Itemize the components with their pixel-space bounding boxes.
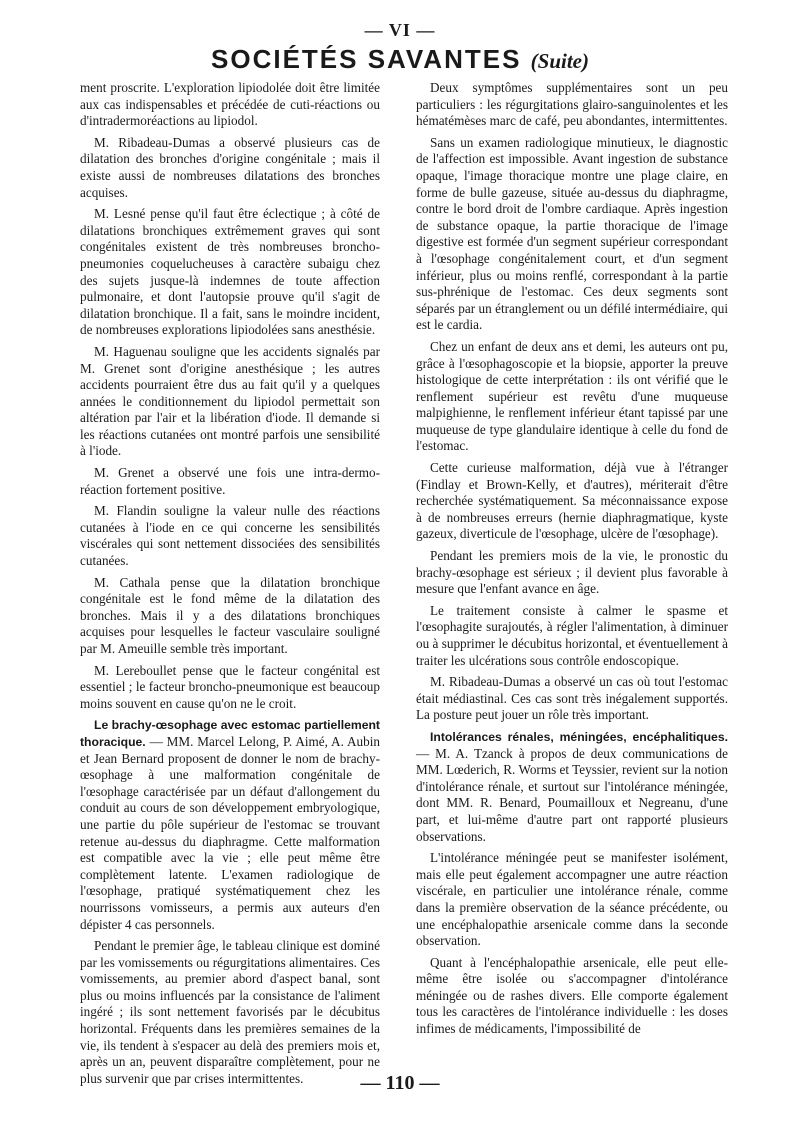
paragraph: Deux symptômes supplémentaires sont un peu particuliers : les régurgitations glairo-sanguinolentes et les hématémèses marc de café, peu abondantes, intermittentes. <box>416 80 728 129</box>
page-number: — 110 — <box>360 1072 440 1094</box>
section-paragraph <box>416 729 728 845</box>
paragraph: Sans un examen radiologique minutieux, le diagnostic de l'affection est impossible. Avant ingestion de substance opaque, l'image thoracique montre une plage claire, en forme de bulle gazeuse, située au-dessus du diaphragme, contre le bord droit de l'ombre cardiaque. Après ingestion de substance opaque, la partie thoracique de l'image digestive est formée d'un segment supérieur correspondant à l'œsophage congénitalement court, et d'un segment inférieur, plus ou moins renflé, correspondant à la partie sus-phrénique de l'estomac. Ces deux segments sont séparés par un étranglement ou un défilé intermédiaire, qui est le cardia. <box>416 134 728 333</box>
paragraph: Pendant les premiers mois de la vie, le pronostic du brachy-œsophage est sérieux ; il devient plus favorable à mesure que l'enfant avance en âge. <box>416 548 728 597</box>
paragraph-body: — M. A. Tzanck à propos de deux communications de MM. Lœderich, R. Worms et Teyssier, revient sur la notion d'intolérance rénale, et surtout sur l'intolérance méningée, dont MM. R. Benard, Poumailloux et Negreanu, d'une part, et lui-même d'autre part ont rapporté plusieurs observations. <box>416 745 728 844</box>
left-column <box>80 80 380 1092</box>
section-title-suite: (Suite) <box>530 49 589 73</box>
paragraph: Le traitement consiste à calmer le spasme et l'œsophagite surajoutés, à régler l'alimentation, à diminuer ou à supprimer le décubitus horizontal, et éventuellement à traiter les ulcérations sous contrôle endoscopique. <box>416 602 728 668</box>
paragraph: M. Ribadeau-Dumas a observé un cas où tout l'estomac était médiastinal. Ces cas sont très inégalement supportés. La posture peut jouer un rôle très important. <box>416 674 728 723</box>
paragraph: M. Grenet a observé une fois une intra-dermo-réaction fortement positive. <box>80 465 380 497</box>
section-title-main: SOCIÉTÉS SAVANTES <box>211 44 522 74</box>
paragraph: M. Ribadeau-Dumas a observé plusieurs cas de dilatation des bronches d'origine congénitale ; mais il existe aussi de nombreuses dilatations des bronches acquises. <box>80 134 380 200</box>
paragraph: Cette curieuse malformation, déjà vue à l'étranger (Findlay et Brown-Kelly, et d'autres), mériterait d'être recherchée systématiquement. Sa méconnaissance expose à de nombreuses erreurs (hernie diaphragmatique, kyste gazeux, diverticule de l'œsophage, ulcère de l'œsophage). <box>416 460 728 542</box>
paragraph: Chez un enfant de deux ans et demi, les auteurs ont pu, grâce à l'œsophagoscopie et la biopsie, apporter la preuve histologique de cette interprétation : ils ont vérifié que le renflement supérieur est revêtu d'une muqueuse malpighienne, le renflement inférieur étant tapissé par une muqueuse de type glandulaire identique à celle du fond de l'estomac. <box>416 338 728 454</box>
section-paragraph <box>80 717 380 933</box>
paragraph: M. Flandin souligne la valeur nulle des réactions cutanées à l'iode en ce qui concerne les sensibilités viscérales qui sont nettement dissociées des sensibilités cutanées. <box>80 503 380 569</box>
paragraph: M. Cathala pense que la dilatation bronchique congénitale est le fond même de la dilatation des bronches. Mais il y a des dilatations bronchiques acquises pour lesquelles le facteur vasculaire souligné par M. Ameuille semble très important. <box>80 574 380 656</box>
right-column <box>416 80 728 1043</box>
paragraph: M. Haguenau souligne que les accidents signalés par M. Grenet sont d'origine anesthésique ; les autres accidents pourraient être dus au fait qu'il y a quelques années le conditionnement du lipiodol permettait son altération par l'air et la libération d'iode. Il demande si les réactions cutanées ont montré parfois une sensibilité à l'iode. <box>80 343 380 459</box>
section-heading: Le brachy-œsophage avec estomac partiellement thoracique. <box>80 718 380 749</box>
paragraph: ment proscrite. L'exploration lipiodolée doit être limitée aux cas indispensables et précédée de cuti-réactions ou d'intradermoréactions au lipiodol. <box>80 80 380 129</box>
paragraph: M. Lesné pense qu'il faut être éclectique ; à côté de dilatations bronchiques extrêmement graves qui sont congénitales existent de très nombreuses broncho-pneumonies coquelucheuses à caractère subaigu chez des sujets jusque-là indemnes de toute affection pulmonaire, et dont l'autopsie prouve qu'il s'agit de dilatation bronchique. Il a fait, sans le moindre incident, de nombreuses explorations lipiodolées sans anesthésie. <box>80 206 380 338</box>
paragraph-body: — MM. Marcel Lelong, P. Aimé, A. Aubin et Jean Bernard proposent de donner le nom de brachy-œsophage à une malformation congénitale de l'œsophage caractérisée par un défaut d'allongement du conduit au cours de son développement embryologique, une partie du pôle supérieur de l'estomac se trouvant retenue au-dessus du diaphragme. Cette malformation est compatible avec la vie ; elle peut même être complètement latente. L'examen radiologique de l'œsophage, pratiqué systématiquement chez les nourrissons vomisseurs, a permis aux auteurs d'en dépister 4 cas personnels. <box>80 733 380 932</box>
paragraph: L'intolérance méningée peut se manifester isolément, mais elle peut également accompagner une autre réaction viscérale, en particulier une intolérance rénale, comme dans la première observation de la séance précédente, ou une encéphalopathie arsenicale comme dans la seconde observation. <box>416 850 728 949</box>
paragraph: M. Lereboullet pense que le facteur congénital est essentiel ; le facteur broncho-pneumonique est beaucoup moins souvent en cause qu'on ne le croit. <box>80 662 380 711</box>
section-title <box>0 44 800 75</box>
roman-page-header: — VI — <box>364 20 436 40</box>
paragraph: Pendant le premier âge, le tableau clinique est dominé par les vomissements ou régurgitations alimentaires. Ces vomissements, au premier abord d'aspect banal, sont plus ou moins influencés par la consistance de l'aliment ingéré ; ils sont nettement favorisés par le décubitus horizontal. Fréquents dans les premières semaines de la vie, ils tendent à s'espacer au delà des premiers mois et, après un an, peuvent disparaître complètement, pour ne plus survenir que par crises intermittentes. <box>80 938 380 1086</box>
paragraph: Quant à l'encéphalopathie arsenicale, elle peut elle-même être isolée ou s'accompagner d'intolérance méningée ou de rashes divers. Elle comporte également tous les caractères de l'intolérance individuelle : les doses infimes de médicaments, l'impossibilité de <box>416 954 728 1037</box>
section-heading: Intolérances rénales, méningées, encéphalitiques. <box>430 729 728 744</box>
